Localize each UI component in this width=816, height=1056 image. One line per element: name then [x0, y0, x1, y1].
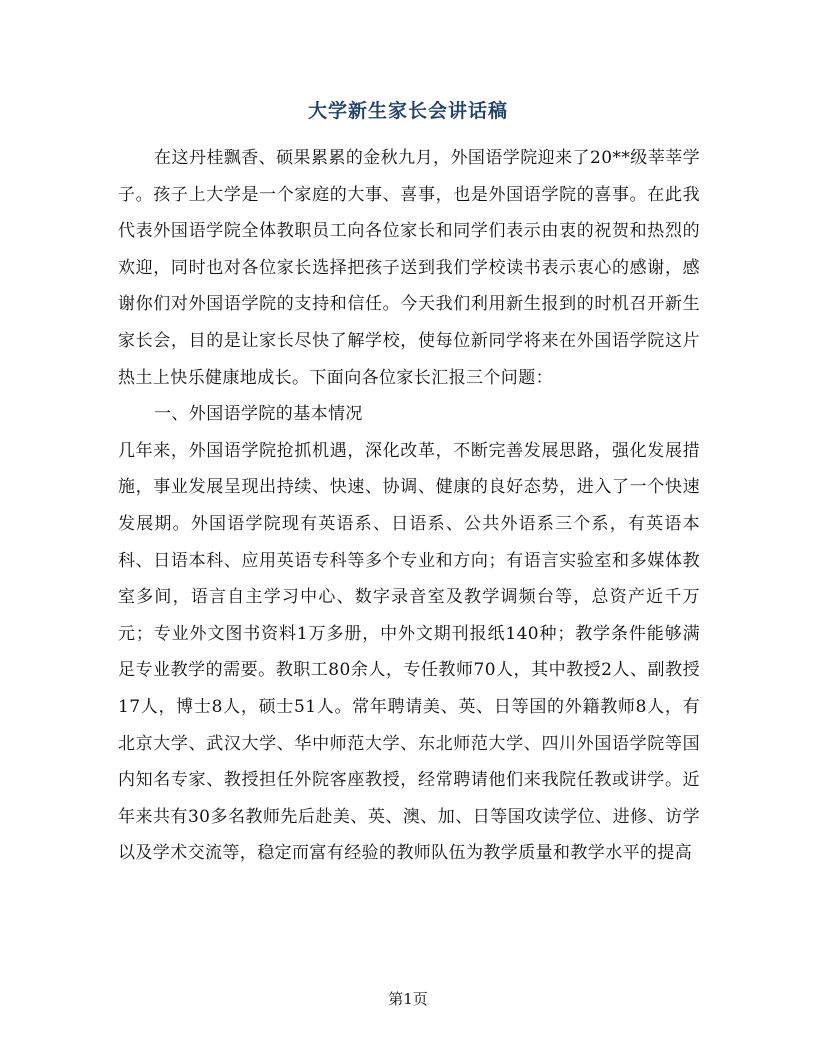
section-paragraph: 几年来，外国语学院抢抓机遇，深化改革，不断完善发展思路，强化发展措施，事业发展呈现出持续、快速、协调、健康的良好态势，进入了一个快速发展期。外国语学院现有英语系、日语系、公共外语系三个系，有英语本科、日语本科、应用英语专科等多个专业和方向；有语言实验室和多媒体教室多间，语言自主学习中心、数字录音室及教学调频台等，总资产近千万元；专业外文图书资料1万多册，中外文期刊报纸140种；教学条件能够满足专业教学的需要。教职工80余人，专任教师70人，其中教授2人、副教授17人，博士8人，硕士51人。常年聘请美、英、日等国的外籍教师8人，有北京大学、武汉大学、华中师范大学、东北师范大学、四川外国语学院等国内知名专家、教授担任外院客座教授，经常聘请他们来我院任教或讲学。近年来共有30多名教师先后赴美、英、澳、加、日等国攻读学位、进修、访学以及学术交流等，稳定而富有经验的教师队伍为教学质量和教学水平的提高 [118, 440, 700, 864]
document-body [118, 140, 700, 872]
page-number: 第1页 [388, 990, 428, 1008]
section-heading: 一、外国语学院的基本情况 [154, 404, 363, 425]
intro-paragraph: 在这丹桂飘香、硕果累累的金秋九月，外国语学院迎来了20**级莘莘学子。孩子上大学是一个家庭的大事、喜事，也是外国语学院的喜事。在此我代表外国语学院全体教职员工向各位家长和同学们表示由衷的祝贺和热烈的欢迎，同时也对各位家长选择把孩子送到我们学校读书表示衷心的感谢，感谢你们对外国语学院的支持和信任。今天我们利用新生报到的时机召开新生家长会，目的是让家长尽快了解学校，使每位新同学将来在外国语学院这片热土上快乐健康地成长。下面向各位家长汇报三个问题： [118, 148, 700, 388]
document-title: 大学新生家长会讲话稿 [307, 100, 508, 122]
